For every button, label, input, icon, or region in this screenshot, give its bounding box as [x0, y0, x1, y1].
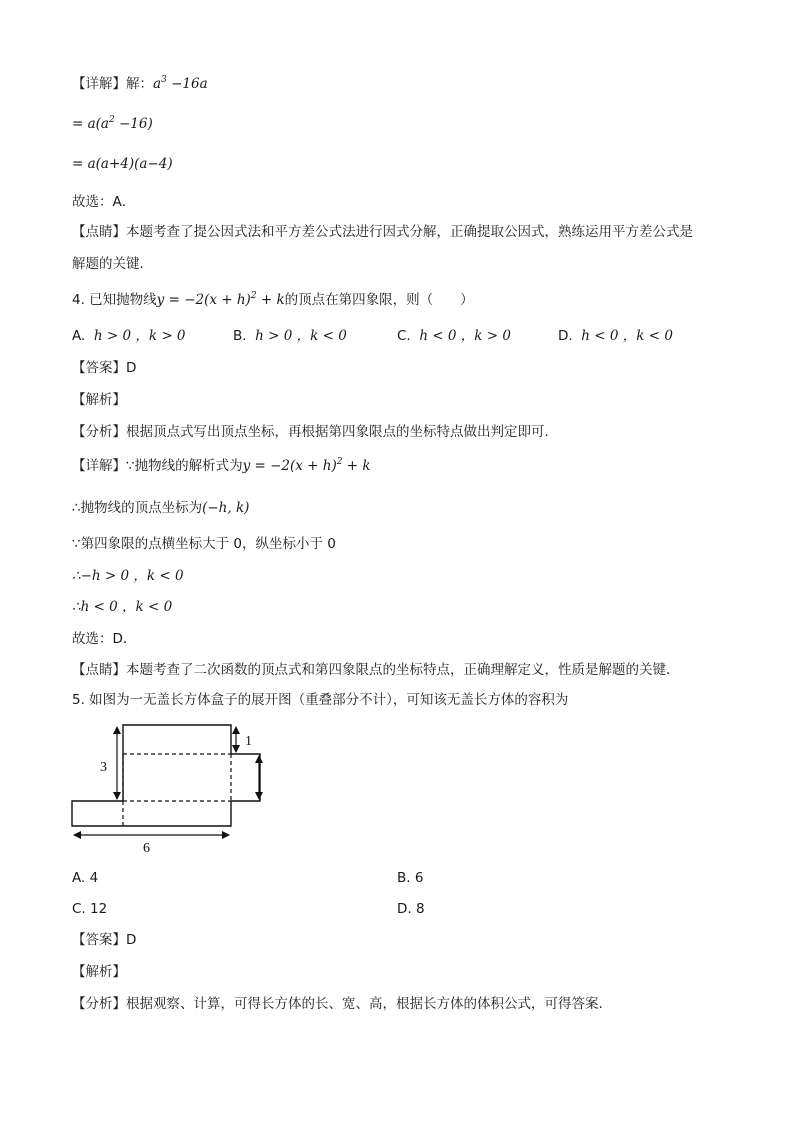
q5-answer: 【答案】D: [72, 932, 137, 948]
q4-option-c: C. h < 0 ，k > 0: [397, 328, 511, 344]
q4-choice: 故选：D．: [72, 631, 137, 647]
comment-tag: 【点睛】: [72, 224, 126, 240]
q4-option-d: D. h < 0 ，k < 0: [558, 328, 673, 344]
detail-prefix: 解：: [126, 76, 153, 92]
q3-detail-line: [72, 74, 208, 94]
q4-step1: ∴−h > 0 ，k < 0: [72, 568, 184, 584]
q5-option-d: D. 8: [397, 901, 425, 917]
net-outline: [72, 725, 260, 826]
q4-stem: 4. 已知抛物线$y = -2(x + h)^2 + k$的顶点在第四象限，则（ ）: [72, 291, 474, 308]
q5-option-b: B. 6: [397, 870, 424, 886]
q4-step2: ∴h < 0 ，k < 0: [72, 599, 173, 615]
q5-analysis-tag: 【解析】: [72, 964, 126, 980]
q4-quadrant-fact: ∵第四象限的点横坐标大于 0，纵坐标小于 0: [72, 536, 336, 552]
q4-comment: 【点睛】本题考查了二次函数的顶点式和第四象限点的坐标特点，正确理解定义，性质是解题的关键．: [72, 662, 680, 678]
label-top-right: 1: [245, 734, 252, 749]
q3-step1: = $a(a^2 -16)$: [72, 115, 153, 132]
detail-tag: 【详解】: [72, 76, 126, 92]
expression: $a^3 -16a$: [153, 75, 208, 92]
q4-vertex: ∴抛物线的顶点坐标为(−h, k): [72, 500, 250, 516]
q5-fenxi: 【分析】根据观察、计算，可得长方体的长、宽、高，根据长方体的体积公式，可得答案.: [72, 996, 603, 1012]
label-bottom: 6: [143, 841, 150, 856]
q5-option-c: C. 12: [72, 901, 108, 917]
q4-option-b: B. h > 0 ，k < 0: [233, 328, 347, 344]
q4-analysis-tag: 【解析】: [72, 392, 126, 408]
label-left: 3: [100, 760, 107, 775]
q4-option-a: A. h > 0 ，k > 0: [72, 328, 186, 344]
q4-formula: $y = -2(x + h)^2 + k$: [156, 291, 285, 308]
q4-answer: 【答案】D: [72, 360, 137, 376]
q4-detail: 【详解】∵抛物线的解析式为$y = -2(x + h)^2 + k$: [72, 457, 371, 474]
box-net-diagram: [68, 718, 288, 858]
q3-comment-line2: 解题的关键．: [72, 256, 153, 272]
q3-choice: 故选：A．: [72, 194, 136, 210]
q4-fenxi: 【分析】根据顶点式写出顶点坐标，再根据第四象限点的坐标特点做出判定即可．: [72, 424, 558, 440]
q3-step2: = a(a+4)(a−4): [72, 156, 173, 172]
q5-stem: 5. 如图为一无盖长方体盒子的展开图（重叠部分不计），可知该无盖长方体的容积为: [72, 692, 569, 708]
q3-comment-line1: 【点睛】本题考查了提公因式法和平方差公式法进行因式分解，正确提取公因式，熟练运用平方差公式是: [72, 224, 693, 240]
q5-option-a: A. 4: [72, 870, 99, 886]
